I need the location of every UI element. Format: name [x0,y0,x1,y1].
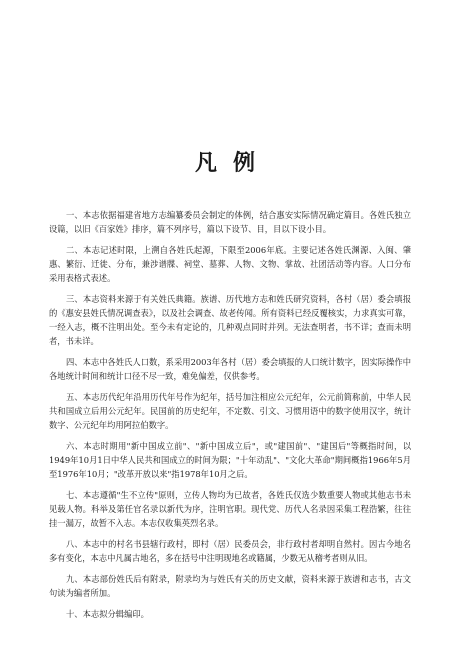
rule-paragraph-8: 八、本志中的村名书县辖行政村，即村（居）民委员会，非行政村者却明自然村。因古今地名多有变化，本志中凡属古地名，多在括号中注明现地名或籍属，少数无从稽考者则从旧。 [49,539,411,563]
rule-paragraph-7: 七、本志遵循"生不立传"原则，立传人物均为已故者，各姓氏仅选少数重要人物或其他志书未见载人物。科举及第任官名录以新代为序，注明官职。现代党、历代人名录因采集工程浩繁，往往挂一漏万，故暂不入志。本志仅收集英烈名录。 [49,490,411,528]
document-body [49,208,411,628]
rule-paragraph-1: 一、本志依据福建省地方志编纂委员会制定的体例，结合惠安实际情况确定篇目。各姓氏独立设篇，以旧《百家姓》排序，篇不列序号，篇以下设节、目，目以下设小目。 [49,210,411,234]
page-title: 凡例 [194,150,271,176]
rule-paragraph-4: 四、本志中各姓氏人口数，系采用2003年各村（居）委会填报的人口统计数字，因实际操作中各地统计时间和统计口径不尽一致，难免偏差，仅供参考。 [49,357,411,381]
rule-paragraph-9: 九、本志部份姓氏后有附录，附录均为与姓氏有关的历史文献，资料来源于族谱和志书，古文句读为编者所加。 [49,574,411,598]
rule-paragraph-5: 五、本志历代纪年沿用历代年号作为纪年，括号加注相应公元纪年，公元前简称前，中华人民共和国成立后用公元纪年。民国前的历史纪年，不定数、引文、习惯用语中的数字使用汉字，统计数字、公元纪年均用阿拉伯数字。 [49,392,411,430]
rule-paragraph-2: 二、本志记述时限，上溯自各姓氏起源，下限至2006年底。主要记述各姓氏渊源、入闽、肇惠、繁衍、迁徙、分布，兼涉谱牒、祠堂、墓葬、人物、文物、掌故、社团活动等内容。人口分布采用表格式表述。 [49,245,411,283]
rule-paragraph-3: 三、本志资料来源于有关姓氏典籍。族谱、历代地方志和姓氏研究资料，各村（居）委会填报的《惠安县姓氏情况调查表》，以及社会调查、故老传闻。所有资料已经反覆核实，力求真实可靠，一经入志，概不注明出处。至今未有定论的，几种观点同时并列。无法查明者，书不详；查而未明者，书未详。 [49,294,411,346]
rule-paragraph-10: 十、本志拟分辑编印。 [66,609,149,619]
rule-paragraph-6: 六、本志时期用"新中国成立前"、"新中国成立后"，或"建国前"、"建国后"等概指时间，以1949年10月1日中华人民共和国成立的时间为限；"十年动乱"、"文化大革命"期间概指1966年5月至1976年10月；"改革开放以来"指1978年10月之后。 [49,441,411,479]
